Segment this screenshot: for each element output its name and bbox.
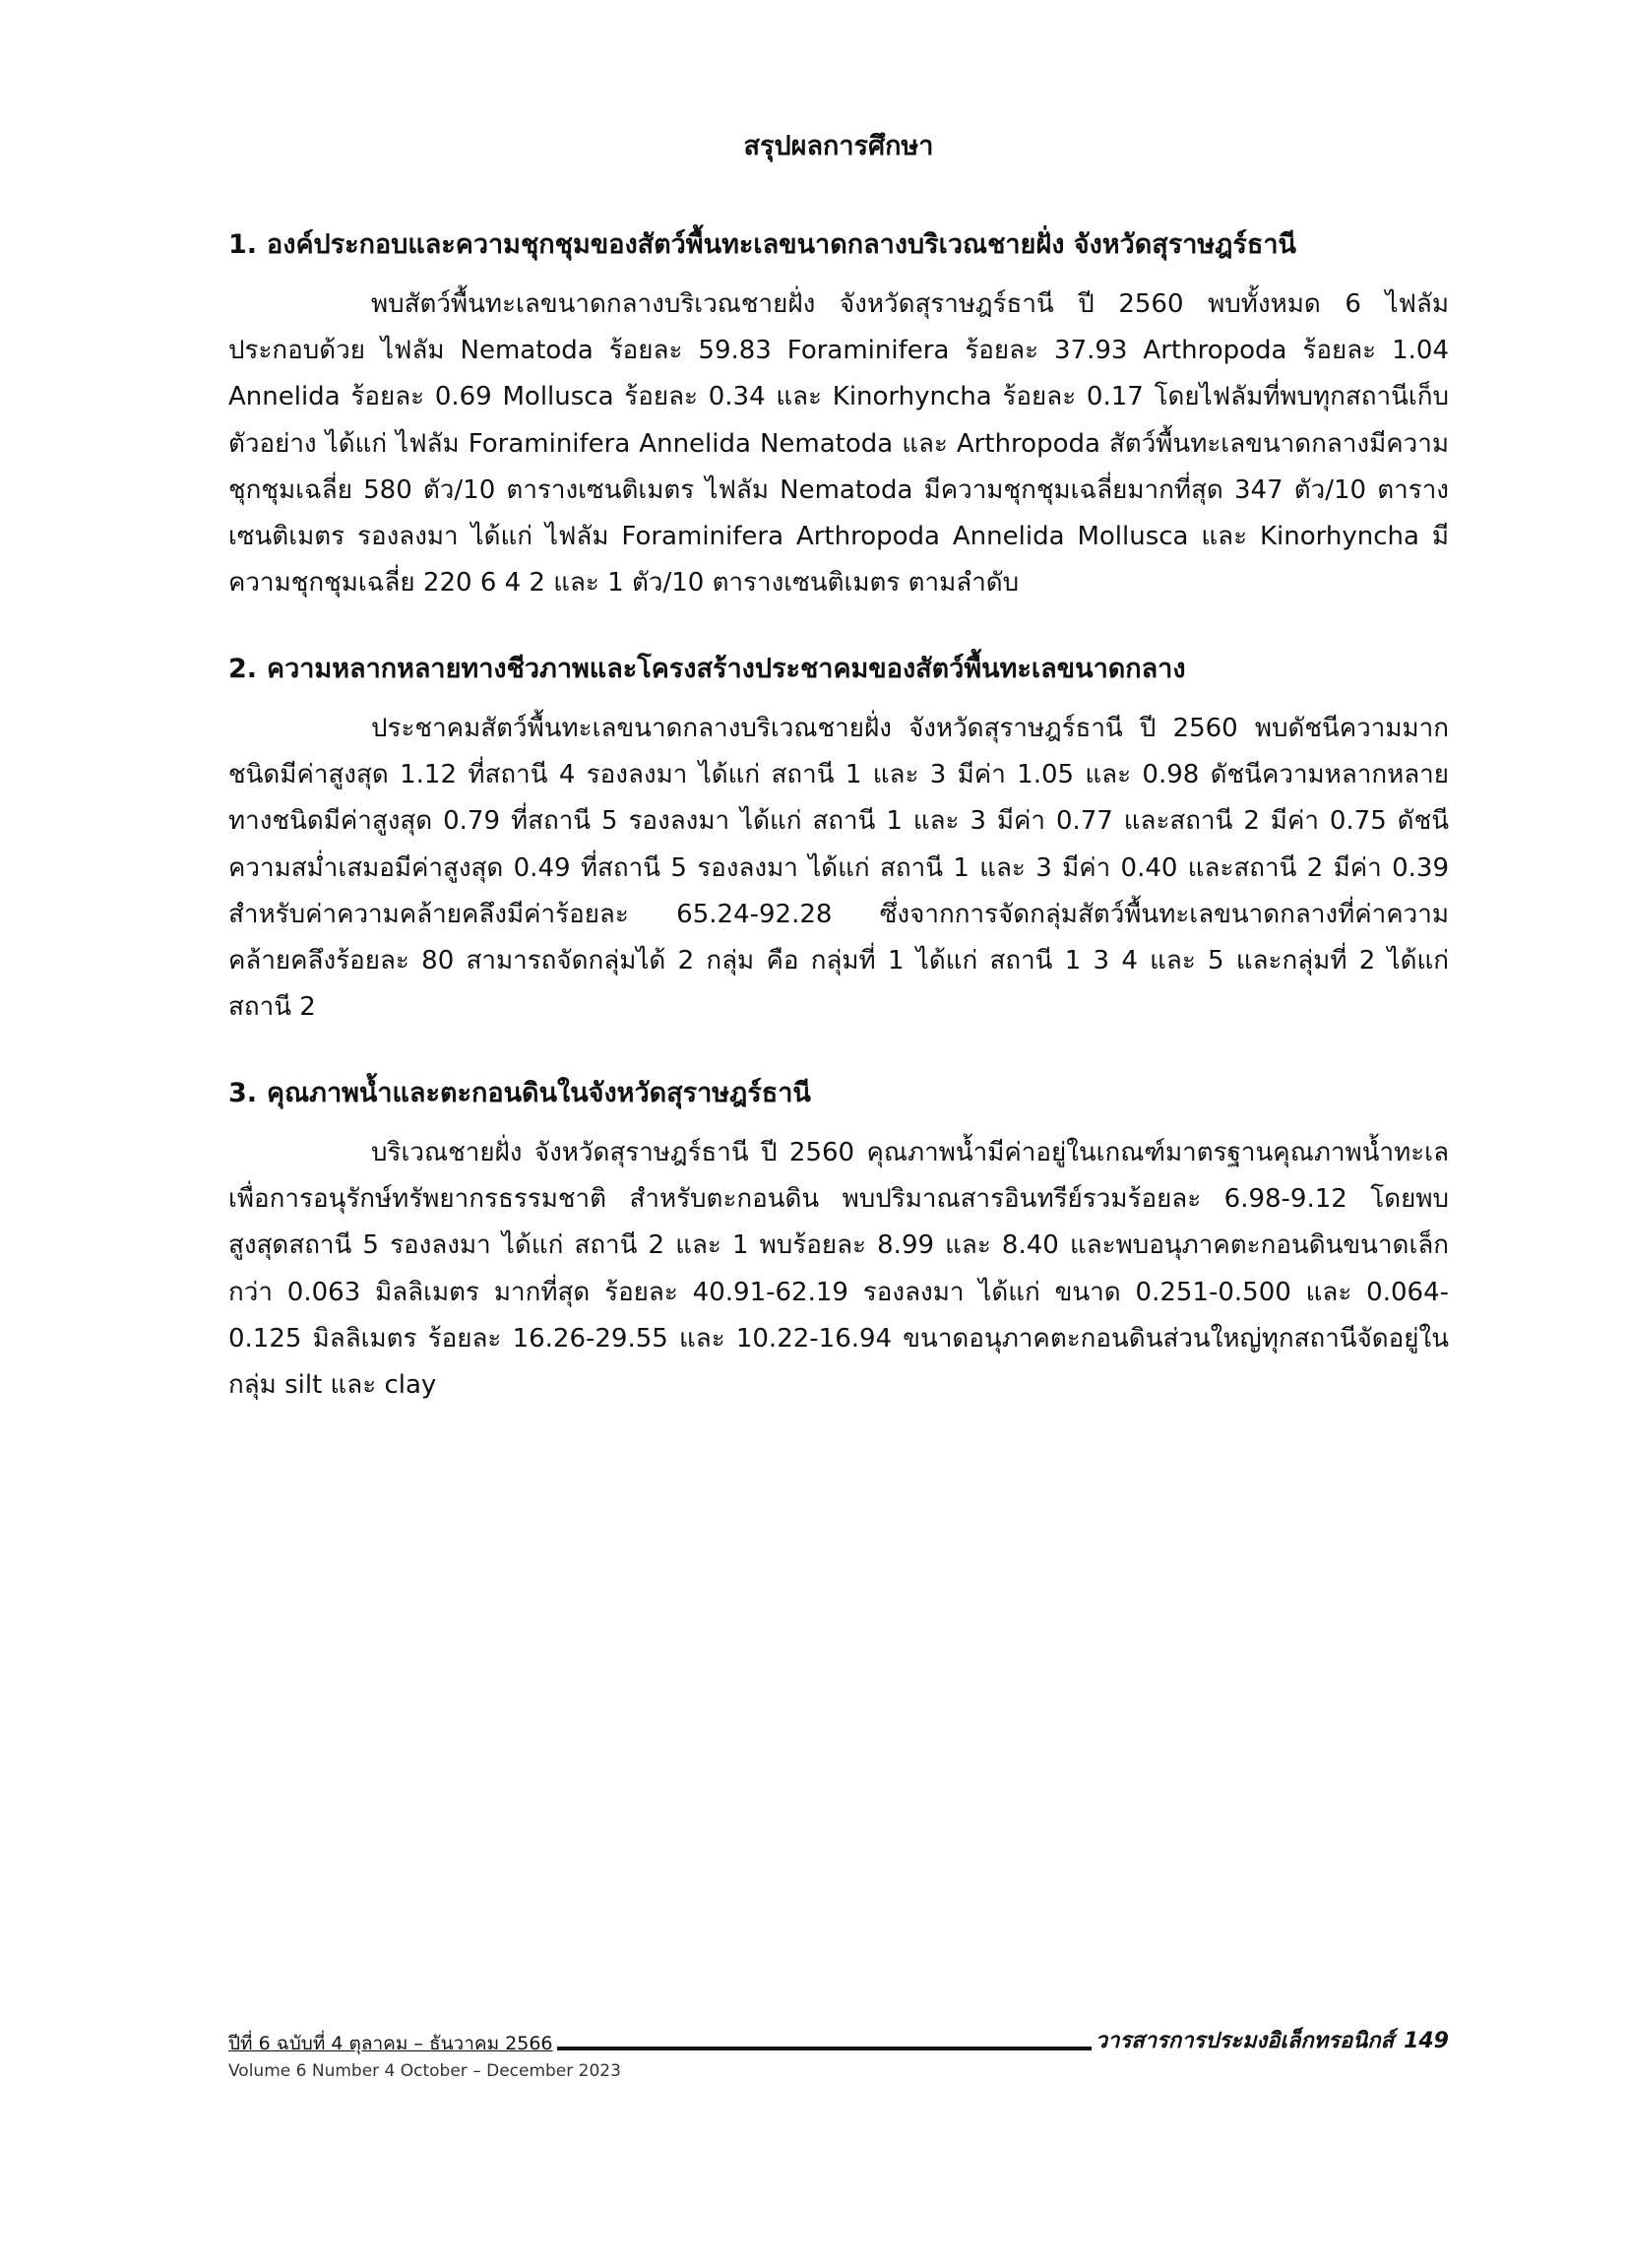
section-3 [228, 1075, 1449, 1410]
section-1-body: พบสัตว์พื้นทะเลขนาดกลางบริเวณชายฝั่ง จังหวัดสุราษฎร์ธานี ปี 2560 พบทั้งหมด 6 ไฟลัม ประกอบด้วย ไฟลัม Nematoda ร้อยละ 59.83 Foraminifera ร้อยละ 37.93 Arthropoda ร้อยละ 1.04 Annelida ร้อยละ 0.69 Mollusca ร้อยละ 0.34 และ Kinorhyncha ร้อยละ 0.17 โดยไฟลัมที่พบทุกสถานีเก็บตัวอย่าง ได้แก่ ไฟลัม Foraminifera Annelida Nematoda และ Arthropoda สัตว์พื้นทะเลขนาดกลางมีความชุกชุมเฉลี่ย 580 ตัว/10 ตารางเซนติเมตร ไฟลัม Nematoda มีความชุกชุมเฉลี่ยมากที่สุด 347 ตัว/10 ตารางเซนติเมตร รองลงมา ได้แก่ ไฟลัม Foraminifera Arthropoda Annelida Mollusca และ Kinorhyncha มีความชุกชุมเฉลี่ย 220 6 4 2 และ 1 ตัว/10 ตารางเซนติเมตร ตามลำดับ [228, 288, 1449, 598]
section-3-heading-text: คุณภาพน้ำและตะกอนดินในจังหวัดสุราษฎร์ธานี [267, 1077, 811, 1108]
section-2-number: 2. [228, 653, 258, 684]
footer-divider [557, 2047, 1092, 2050]
footer-row [228, 2028, 1449, 2056]
page-number: 149 [1404, 2029, 1449, 2053]
footer-issue-thai: ปีที่ 6 ฉบับที่ 4 ตุลาคม – ธันวาคม 2566 [228, 2032, 553, 2054]
footer-issue-english: Volume 6 Number 4 October – December 2023 [228, 2060, 621, 2081]
section-2-heading-text: ความหลากหลายทางชีวภาพและโครงสร้างประชาคมของสัตว์พื้นทะเลขนาดกลาง [267, 653, 1186, 684]
section-3-heading [228, 1075, 1449, 1112]
section-1-heading [228, 226, 1449, 264]
journal-name: วารสารการประมงอิเล็กทรอนิกส์ [1095, 2029, 1395, 2053]
section-2-body: ประชาคมสัตว์พื้นทะเลขนาดกลางบริเวณชายฝั่ง จังหวัดสุราษฎร์ธานี ปี 2560 พบดัชนีความมากชนิดมีค่าสูงสุด 1.12 ที่สถานี 4 รองลงมา ได้แก่ สถานี 1 และ 3 มีค่า 1.05 และ 0.98 ดัชนีความหลากหลายทางชนิดมีค่าสูงสุด 0.79 ที่สถานี 5 รองลงมา ได้แก่ สถานี 1 และ 3 มีค่า 0.77 และสถานี 2 มีค่า 0.75 ดัชนีความสม่ำเสมอมีค่าสูงสุด 0.49 ที่สถานี 5 รองลงมา ได้แก่ สถานี 1 และ 3 มีค่า 0.40 และสถานี 2 มีค่า 0.39 สำหรับค่าความคล้ายคลึงมีค่าร้อยละ 65.24-92.28 ซึ่งจากการจัดกลุ่มสัตว์พื้นทะเลขนาดกลางที่ค่าความคล้ายคลึงร้อยละ 80 สามารถจัดกลุ่มได้ 2 กลุ่ม คือ กลุ่มที่ 1 ได้แก่ สถานี 1 3 4 และ 5 และกลุ่มที่ 2 ได้แก่ สถานี 2 [228, 713, 1449, 1023]
section-2-heading [228, 651, 1449, 688]
footer-journal [1096, 2028, 1449, 2056]
section-1-heading-text: องค์ประกอบและความชุกชุมของสัตว์พื้นทะเลขนาดกลางบริเวณชายฝั่ง จังหวัดสุราษฎร์ธานี [267, 228, 1296, 260]
section-1 [228, 226, 1449, 607]
section-3-body: บริเวณชายฝั่ง จังหวัดสุราษฎร์ธานี ปี 2560 คุณภาพน้ำมีค่าอยู่ในเกณฑ์มาตรฐานคุณภาพน้ำทะเลเพื่อการอนุรักษ์ทรัพยากรธรรมชาติ สำหรับตะกอนดิน พบปริมาณสารอินทรีย์รวมร้อยละ 6.98-9.12 โดยพบสูงสุดสถานี 5 รองลงมา ได้แก่ สถานี 2 และ 1 พบร้อยละ 8.99 และ 8.40 และพบอนุภาคตะกอนดินขนาดเล็กกว่า 0.063 มิลลิเมตร มากที่สุด ร้อยละ 40.91-62.19 รองลงมา ได้แก่ ขนาด 0.251-0.500 และ 0.064-0.125 มิลลิเมตร ร้อยละ 16.26-29.55 และ 10.22-16.94 ขนาดอนุภาคตะกอนดินส่วนใหญ่ทุกสถานีจัดอยู่ในกลุ่ม silt และ clay [228, 1137, 1449, 1401]
page-footer [228, 2028, 1449, 2082]
page-content [228, 128, 1449, 1452]
section-2 [228, 651, 1449, 1032]
section-3-number: 3. [228, 1077, 258, 1108]
section-1-number: 1. [228, 228, 258, 260]
page-title: สรุปผลการศึกษา [743, 131, 934, 161]
